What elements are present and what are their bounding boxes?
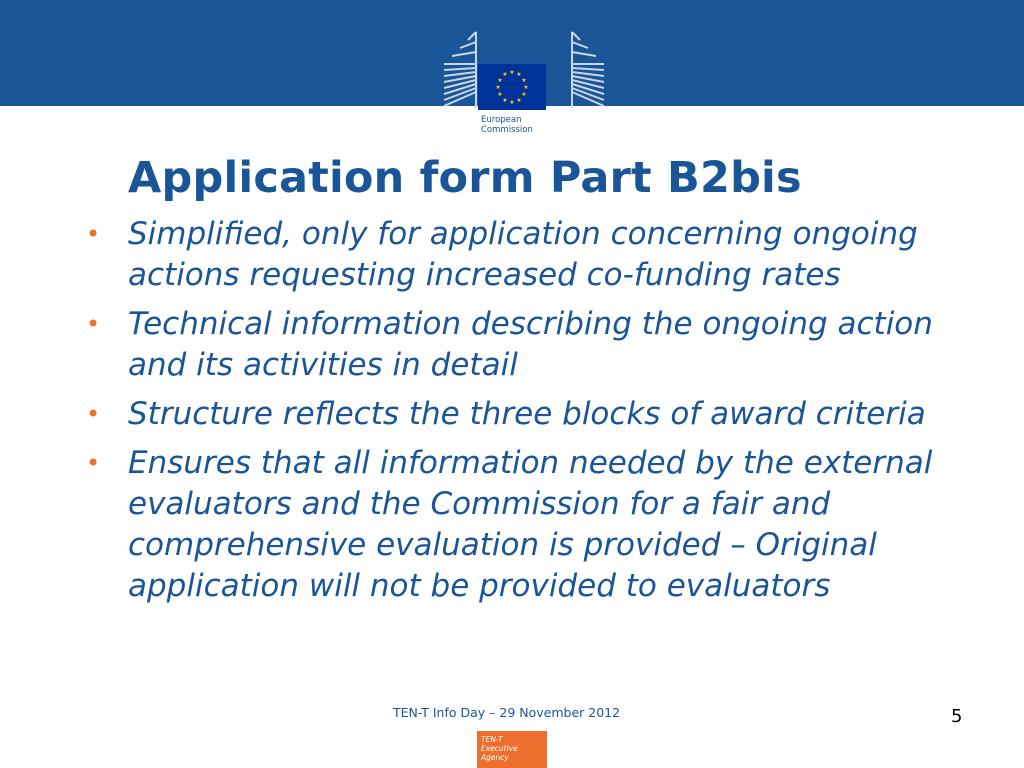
bullet-text: Simplified, only for application concerning ongoing actions requesting increased co-funding rates xyxy=(128,216,918,293)
agency-logo-line-1: TEN-T xyxy=(481,735,503,744)
svg-text:★: ★ xyxy=(516,97,522,104)
bullet-icon: • xyxy=(86,400,101,428)
logo-line-2: Commission xyxy=(481,125,533,135)
logo-line-1: European xyxy=(481,115,522,125)
svg-text:★: ★ xyxy=(521,77,527,84)
svg-text:★: ★ xyxy=(509,69,515,76)
bullet-item xyxy=(86,214,946,296)
bullet-text: Structure reflects the three blocks of award criteria xyxy=(128,396,926,432)
bullet-icon: • xyxy=(86,310,101,338)
bullet-item xyxy=(86,394,946,435)
svg-text:★: ★ xyxy=(497,77,503,84)
bullet-text: Technical information describing the ongoing action and its activities in detail xyxy=(128,306,933,383)
bullet-text: Ensures that all information needed by the external evaluators and the Commission for a fair and comprehensive evaluation is provided – Original application will not be provided to evaluators xyxy=(128,445,933,604)
svg-text:★: ★ xyxy=(509,99,515,106)
bullet-item xyxy=(86,443,946,607)
slide-title: Application form Part B2bis xyxy=(128,153,802,203)
bullet-list xyxy=(86,214,946,615)
bullet-item xyxy=(86,304,946,386)
ten-t-agency-logo xyxy=(477,731,547,768)
page-number: 5 xyxy=(951,706,963,727)
svg-text:★: ★ xyxy=(523,84,529,91)
svg-text:★: ★ xyxy=(502,71,508,78)
svg-text:★: ★ xyxy=(497,91,503,98)
bullet-icon: • xyxy=(86,449,101,477)
svg-text:★: ★ xyxy=(516,71,522,78)
european-commission-wordmark xyxy=(478,112,548,142)
svg-text:★: ★ xyxy=(495,84,501,91)
footer-event-text: TEN-T Info Day – 29 November 2012 xyxy=(393,705,621,720)
bullet-icon: • xyxy=(86,220,101,248)
svg-text:★: ★ xyxy=(521,91,527,98)
agency-logo-line-2: Executive Agency xyxy=(481,744,518,762)
svg-text:★: ★ xyxy=(502,97,508,104)
